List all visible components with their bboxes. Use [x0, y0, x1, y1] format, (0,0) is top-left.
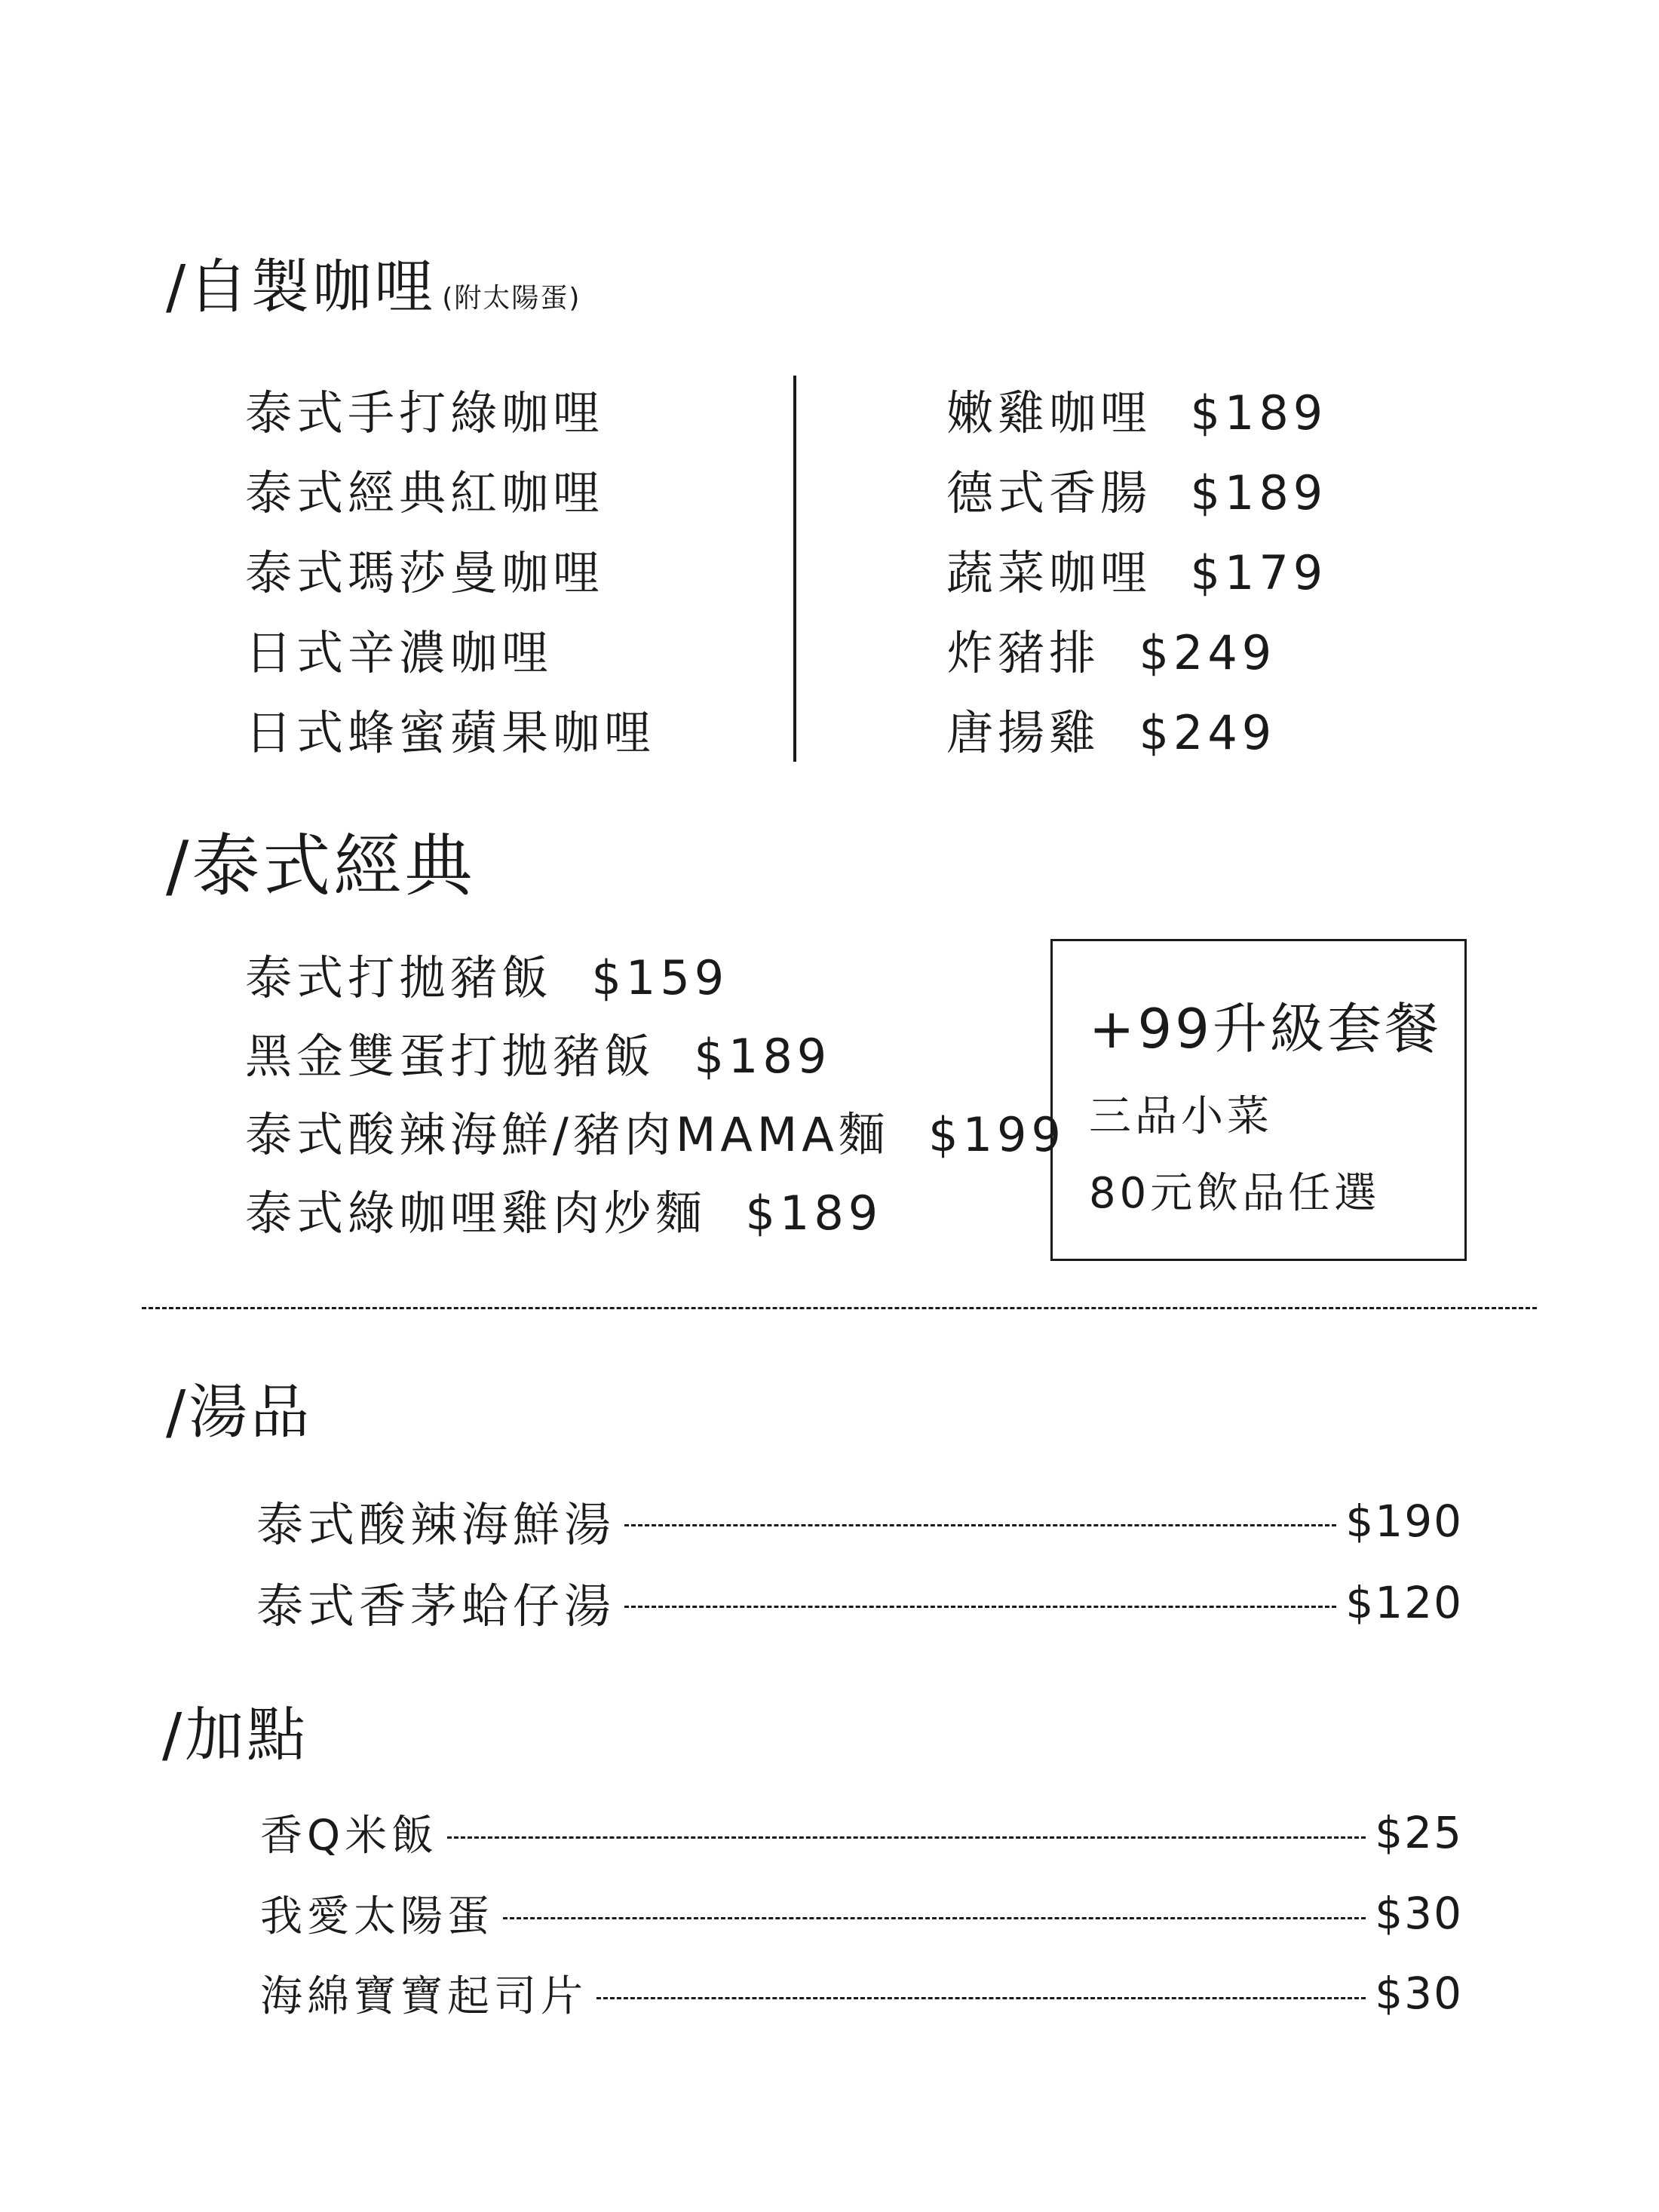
item-name: 炸豬排: [946, 625, 1101, 680]
item-price: $249: [1139, 625, 1277, 680]
thai-item-list: [245, 939, 1066, 1253]
item-price: $25: [1375, 1807, 1463, 1858]
list-item: [245, 1017, 1066, 1096]
item-price: $189: [745, 1186, 883, 1241]
curry-section-title: /自製咖哩: [166, 253, 437, 321]
item-price: $30: [1375, 1888, 1463, 1939]
column-divider: [793, 376, 796, 762]
dotted-leader: [447, 1836, 1366, 1839]
item-name: 泰式打拋豬飯: [245, 950, 554, 1005]
list-item: [260, 1963, 1463, 2023]
list-item: [245, 1096, 1066, 1174]
dotted-leader: [596, 1997, 1366, 1999]
curry-topping-list: [946, 373, 1327, 773]
dotted-leader: [624, 1524, 1336, 1526]
item-price: $190: [1345, 1495, 1463, 1547]
list-item: 日式蜂蜜蘋果咖哩: [245, 705, 656, 760]
list-item: [946, 453, 1327, 533]
list-item: [946, 533, 1327, 613]
item-name: 蔬菜咖哩: [946, 545, 1152, 600]
item-name: 海綿寶寶起司片: [260, 1972, 587, 2021]
item-price: $120: [1345, 1576, 1463, 1628]
item-price: $189: [694, 1029, 832, 1084]
list-item: [946, 693, 1327, 773]
item-name: 嫩雞咖哩: [946, 385, 1152, 440]
soup-section-title: /湯品: [166, 1379, 313, 1447]
curry-section-heading: [166, 240, 581, 324]
curry-section-note: (附太陽蛋): [442, 283, 581, 314]
list-item: [245, 1174, 1066, 1253]
upgrade-line-side-dishes: 三品小菜: [1089, 1092, 1273, 1141]
list-item: [256, 1487, 1463, 1554]
list-item: 泰式經典紅咖哩: [245, 465, 605, 520]
item-name: 泰式香茅蛤仔湯: [256, 1578, 616, 1634]
item-price: $249: [1139, 705, 1277, 760]
item-price: $189: [1190, 385, 1328, 440]
list-item: 日式辛濃咖哩: [245, 625, 554, 680]
dotted-leader: [503, 1917, 1366, 1919]
item-name: 唐揚雞: [946, 705, 1101, 760]
item-name: 泰式綠咖哩雞肉炒麵: [245, 1186, 707, 1241]
list-item: [260, 1883, 1463, 1944]
item-price: $30: [1375, 1968, 1463, 2019]
list-item: [946, 373, 1327, 453]
upgrade-line-drink: 80元飲品任選: [1089, 1169, 1381, 1218]
list-item: [946, 613, 1327, 693]
section-divider: [142, 1307, 1537, 1309]
item-name: 香Q米飯: [260, 1812, 439, 1861]
dotted-leader: [624, 1606, 1336, 1608]
list-item: 泰式瑪莎曼咖哩: [245, 545, 605, 600]
item-name: 泰式酸辣海鮮湯: [256, 1497, 616, 1552]
curry-base-list: [245, 373, 655, 773]
list-item: 泰式手打綠咖哩: [245, 385, 605, 440]
thai-section-title: /泰式經典: [166, 827, 476, 906]
item-name: 黑金雙蛋打拋豬飯: [245, 1029, 656, 1084]
item-name: 德式香腸: [946, 465, 1152, 520]
list-item: [245, 939, 1066, 1017]
item-name: 泰式酸辣海鮮/豬肉MAMA麵: [245, 1107, 890, 1162]
item-price: $199: [928, 1107, 1066, 1162]
list-item: [260, 1802, 1463, 1863]
item-name: 我愛太陽蛋: [260, 1892, 494, 1941]
set-meal-upgrade-box: [1050, 939, 1467, 1261]
item-price: $159: [591, 950, 729, 1005]
list-item: [256, 1569, 1463, 1636]
addons-section-title: /加點: [162, 1701, 309, 1769]
upgrade-title: +99升級套餐: [1089, 997, 1442, 1060]
item-price: $179: [1190, 545, 1328, 600]
item-price: $189: [1190, 465, 1328, 520]
